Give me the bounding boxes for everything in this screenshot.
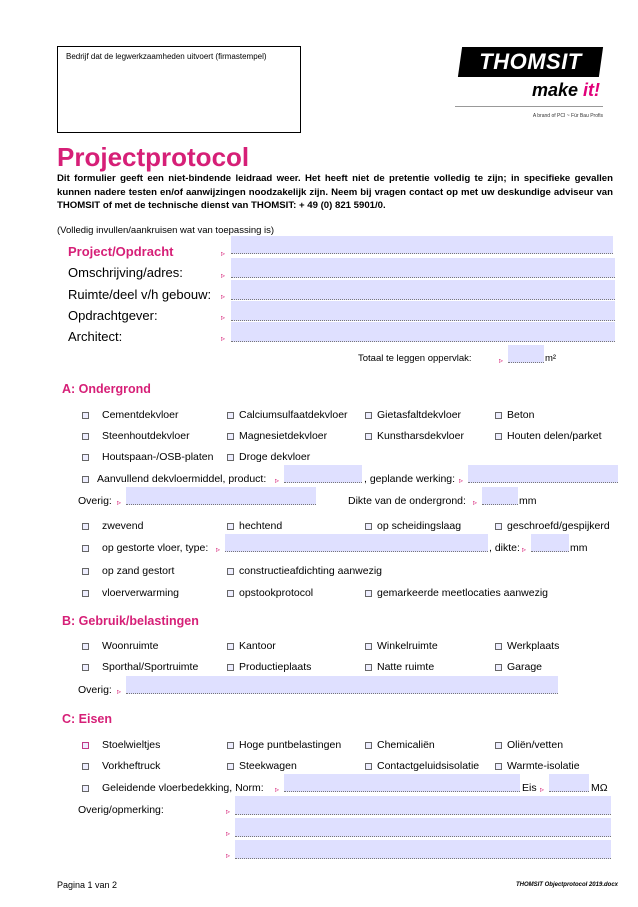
checkbox-houten-delen[interactable]	[495, 433, 502, 440]
option-label: vloerverwarming	[102, 587, 180, 599]
option-label: Gietasfaltdekvloer	[377, 409, 462, 421]
intro-text: Dit formulier geeft een niet-bindende leidraad weer. Het heeft niet de pretentie volledig te zijn; in specifieke gevallen kunnen nadere testen en/of aanwijzingen noodzakelijk zijn. Neem bij vragen contact op met uw deskundige adviseur van THOMSIT of met de technische dienst van THOMSIT: + 49 (0) 821 5901/0.	[57, 173, 613, 211]
brand-note: A brand of PCI ~ Für Bau Profis	[532, 113, 603, 119]
project-heading: Project/Opdracht	[68, 244, 174, 259]
checkbox-cementdekvloer[interactable]	[82, 412, 89, 419]
overig-label: Overig/opmerking:	[78, 804, 164, 816]
option-label: Geleidende vloerbedekking, Norm:	[102, 782, 264, 794]
overig-a-field[interactable]	[126, 487, 316, 505]
option-label: Warmte-isolatie	[507, 760, 580, 772]
checkbox-aanvullend[interactable]	[82, 476, 89, 483]
unit-label: mm	[570, 542, 588, 554]
option-label: Houtspaan-/OSB-platen	[102, 451, 214, 463]
option-label: Aanvullend dekvloermiddel, product:	[97, 473, 267, 485]
unit-label: MΩ	[591, 782, 608, 794]
option-label: zwevend	[102, 520, 144, 532]
checkbox-kunsthars[interactable]	[365, 433, 372, 440]
client-field[interactable]	[231, 301, 615, 321]
option-label: Winkelruimte	[377, 640, 438, 652]
arrow-icon: ▹	[540, 785, 545, 794]
arrow-icon: ▹	[459, 476, 464, 485]
opmerking-field-1[interactable]	[235, 796, 611, 815]
option-label: Calciumsulfaatdekvloer	[239, 409, 348, 421]
overig-label: Overig:	[78, 684, 112, 696]
unit-label: mm	[519, 495, 537, 507]
option-label: , dikte:	[489, 542, 520, 554]
architect-field[interactable]	[231, 322, 615, 342]
option-label: Productieplaats	[239, 661, 312, 673]
arrow-icon: ▹	[216, 545, 221, 554]
option-label: op gestorte vloer, type:	[102, 542, 209, 554]
section-a-heading: A: Ondergrond	[62, 382, 151, 396]
checkbox-gestorte-vloer[interactable]	[82, 545, 89, 552]
option-label: Werkplaats	[507, 640, 560, 652]
checkbox-hechtend[interactable]	[227, 523, 234, 530]
checkbox-garage[interactable]	[495, 664, 502, 671]
checkbox-zwevend[interactable]	[82, 523, 89, 530]
opmerking-field-3[interactable]	[235, 840, 611, 859]
option-label: Cementdekvloer	[102, 409, 179, 421]
checkbox-steekwagen[interactable]	[227, 763, 234, 770]
instruction-note: (Volledig invullen/aankruisen wat van toepassing is)	[57, 225, 275, 236]
area-label: Totaal te leggen oppervlak:	[358, 353, 472, 364]
norm-field[interactable]	[284, 774, 520, 792]
option-label: hechtend	[239, 520, 283, 532]
checkbox-sporthal[interactable]	[82, 664, 89, 671]
checkbox-woonruimte[interactable]	[82, 643, 89, 650]
opmerking-field-2[interactable]	[235, 818, 611, 837]
checkbox-meetlocaties[interactable]	[365, 590, 372, 597]
option-label: Kantoor	[239, 640, 276, 652]
option-label: Oliën/vetten	[507, 739, 564, 751]
checkbox-beton[interactable]	[495, 412, 502, 419]
arrow-icon: ▹	[275, 476, 280, 485]
option-label: Woonruimte	[102, 640, 159, 652]
overig-label: Overig:	[78, 495, 112, 507]
page-title: Projectprotocol	[57, 142, 250, 172]
checkbox-puntbelastingen[interactable]	[227, 742, 234, 749]
room-label: Ruimte/deel v/h gebouw:	[68, 287, 212, 302]
arrow-icon: ▹	[226, 807, 231, 816]
option-label: Chemicaliën	[377, 739, 435, 751]
arrow-icon: ▹	[221, 334, 226, 343]
option-label: , geplande werking:	[364, 473, 456, 485]
checkbox-productieplaats[interactable]	[227, 664, 234, 671]
arrow-icon: ▹	[522, 545, 527, 554]
vloer-type-field[interactable]	[225, 534, 488, 552]
option-label: Magnesietdekvloer	[239, 430, 328, 442]
option-label: geschroefd/gespijkerd	[507, 520, 610, 532]
stamp-label: Bedrijf dat de legwerkzaamheden uitvoert (firmastempel)	[66, 52, 267, 61]
logo-tagline: make it!	[531, 80, 600, 100]
checkbox-gietasfalt[interactable]	[365, 412, 372, 419]
checkbox-constructieafdichting[interactable]	[227, 568, 234, 575]
checkbox-stoelwieltjes[interactable]	[82, 742, 89, 749]
checkbox-vloerverwarming[interactable]	[82, 590, 89, 597]
option-label: Eis	[522, 782, 537, 794]
arrow-icon: ▹	[221, 271, 226, 280]
page-number: Pagina 1 van 2	[57, 880, 118, 890]
option-label: op scheidingslaag	[377, 520, 462, 532]
checkbox-magnesiet[interactable]	[227, 433, 234, 440]
product-field[interactable]	[284, 465, 362, 483]
project-field[interactable]	[231, 236, 613, 254]
checkbox-werkplaats[interactable]	[495, 643, 502, 650]
option-label: constructieafdichting aanwezig	[239, 565, 383, 577]
area-unit: m²	[545, 353, 557, 364]
room-field[interactable]	[231, 280, 615, 300]
checkbox-geschroefd[interactable]	[495, 523, 502, 530]
address-label: Omschrijving/adres:	[68, 265, 183, 280]
arrow-icon: ▹	[275, 785, 280, 794]
option-label: Steekwagen	[239, 760, 297, 772]
architect-label: Architect:	[68, 329, 123, 344]
checkbox-houtspaan[interactable]	[82, 454, 89, 461]
option-label: Hoge puntbelastingen	[239, 739, 342, 751]
option-label: Kunstharsdekvloer	[377, 430, 464, 442]
logo-divider	[455, 106, 603, 107]
checkbox-calciumsulfaat[interactable]	[227, 412, 234, 419]
company-stamp-box	[57, 46, 301, 133]
arrow-icon: ▹	[499, 356, 504, 365]
checkbox-droge-dekvloer[interactable]	[227, 454, 234, 461]
option-label: Vorkheftruck	[102, 760, 161, 772]
checkbox-vorkheftruck[interactable]	[82, 763, 89, 770]
checkbox-opstookprotocol[interactable]	[227, 590, 234, 597]
arrow-icon: ▹	[221, 292, 226, 301]
checkbox-winkelruimte[interactable]	[365, 643, 372, 650]
section-b-heading: B: Gebruik/belastingen	[62, 614, 199, 628]
arrow-icon: ▹	[221, 313, 226, 322]
option-label: Droge dekvloer	[239, 451, 311, 463]
option-label: op zand gestort	[102, 565, 175, 577]
eis-field[interactable]	[549, 774, 589, 792]
option-label: Stoelwieltjes	[102, 739, 161, 751]
document-name: THOMSIT Objectprotocol 2019.docx	[515, 882, 618, 888]
checkbox-olien[interactable]	[495, 742, 502, 749]
option-label: Houten delen/parket	[507, 430, 602, 442]
arrow-icon: ▹	[226, 829, 231, 838]
arrow-icon: ▹	[221, 249, 226, 258]
arrow-icon: ▹	[117, 498, 122, 507]
checkbox-chemicalien[interactable]	[365, 742, 372, 749]
checkbox-scheidingslaag[interactable]	[365, 523, 372, 530]
arrow-icon: ▹	[117, 687, 122, 696]
area-field[interactable]	[508, 345, 544, 363]
dikte-ondergrond-field[interactable]	[482, 487, 518, 505]
option-label: Steenhoutdekvloer	[102, 430, 190, 442]
client-label: Opdrachtgever:	[68, 308, 158, 323]
arrow-icon: ▹	[473, 498, 478, 507]
option-label: opstookprotocol	[239, 587, 314, 599]
checkbox-warmte-isolatie[interactable]	[495, 763, 502, 770]
thomsit-logo: THOMSIT	[479, 49, 582, 74]
dikte-label: Dikte van de ondergrond:	[348, 495, 466, 507]
checkbox-kantoor[interactable]	[227, 643, 234, 650]
checkbox-zand[interactable]	[82, 568, 89, 575]
option-label: gemarkeerde meetlocaties aanwezig	[377, 587, 549, 599]
option-label: Sporthal/Sportruimte	[102, 661, 199, 673]
option-label: Beton	[507, 409, 535, 421]
address-field[interactable]	[231, 258, 615, 278]
option-label: Contactgeluidsisolatie	[377, 760, 480, 772]
arrow-icon: ▹	[226, 851, 231, 860]
option-label: Natte ruimte	[377, 661, 435, 673]
dikte-field[interactable]	[531, 534, 569, 552]
checkbox-natte-ruimte[interactable]	[365, 664, 372, 671]
werking-field[interactable]	[468, 465, 618, 483]
option-label: Garage	[507, 661, 543, 673]
overig-b-field[interactable]	[126, 676, 558, 694]
section-c-heading: C: Eisen	[62, 712, 113, 726]
checkbox-geleidende[interactable]	[82, 785, 89, 792]
checkbox-steenhout[interactable]	[82, 433, 89, 440]
checkbox-contactgeluid[interactable]	[365, 763, 372, 770]
